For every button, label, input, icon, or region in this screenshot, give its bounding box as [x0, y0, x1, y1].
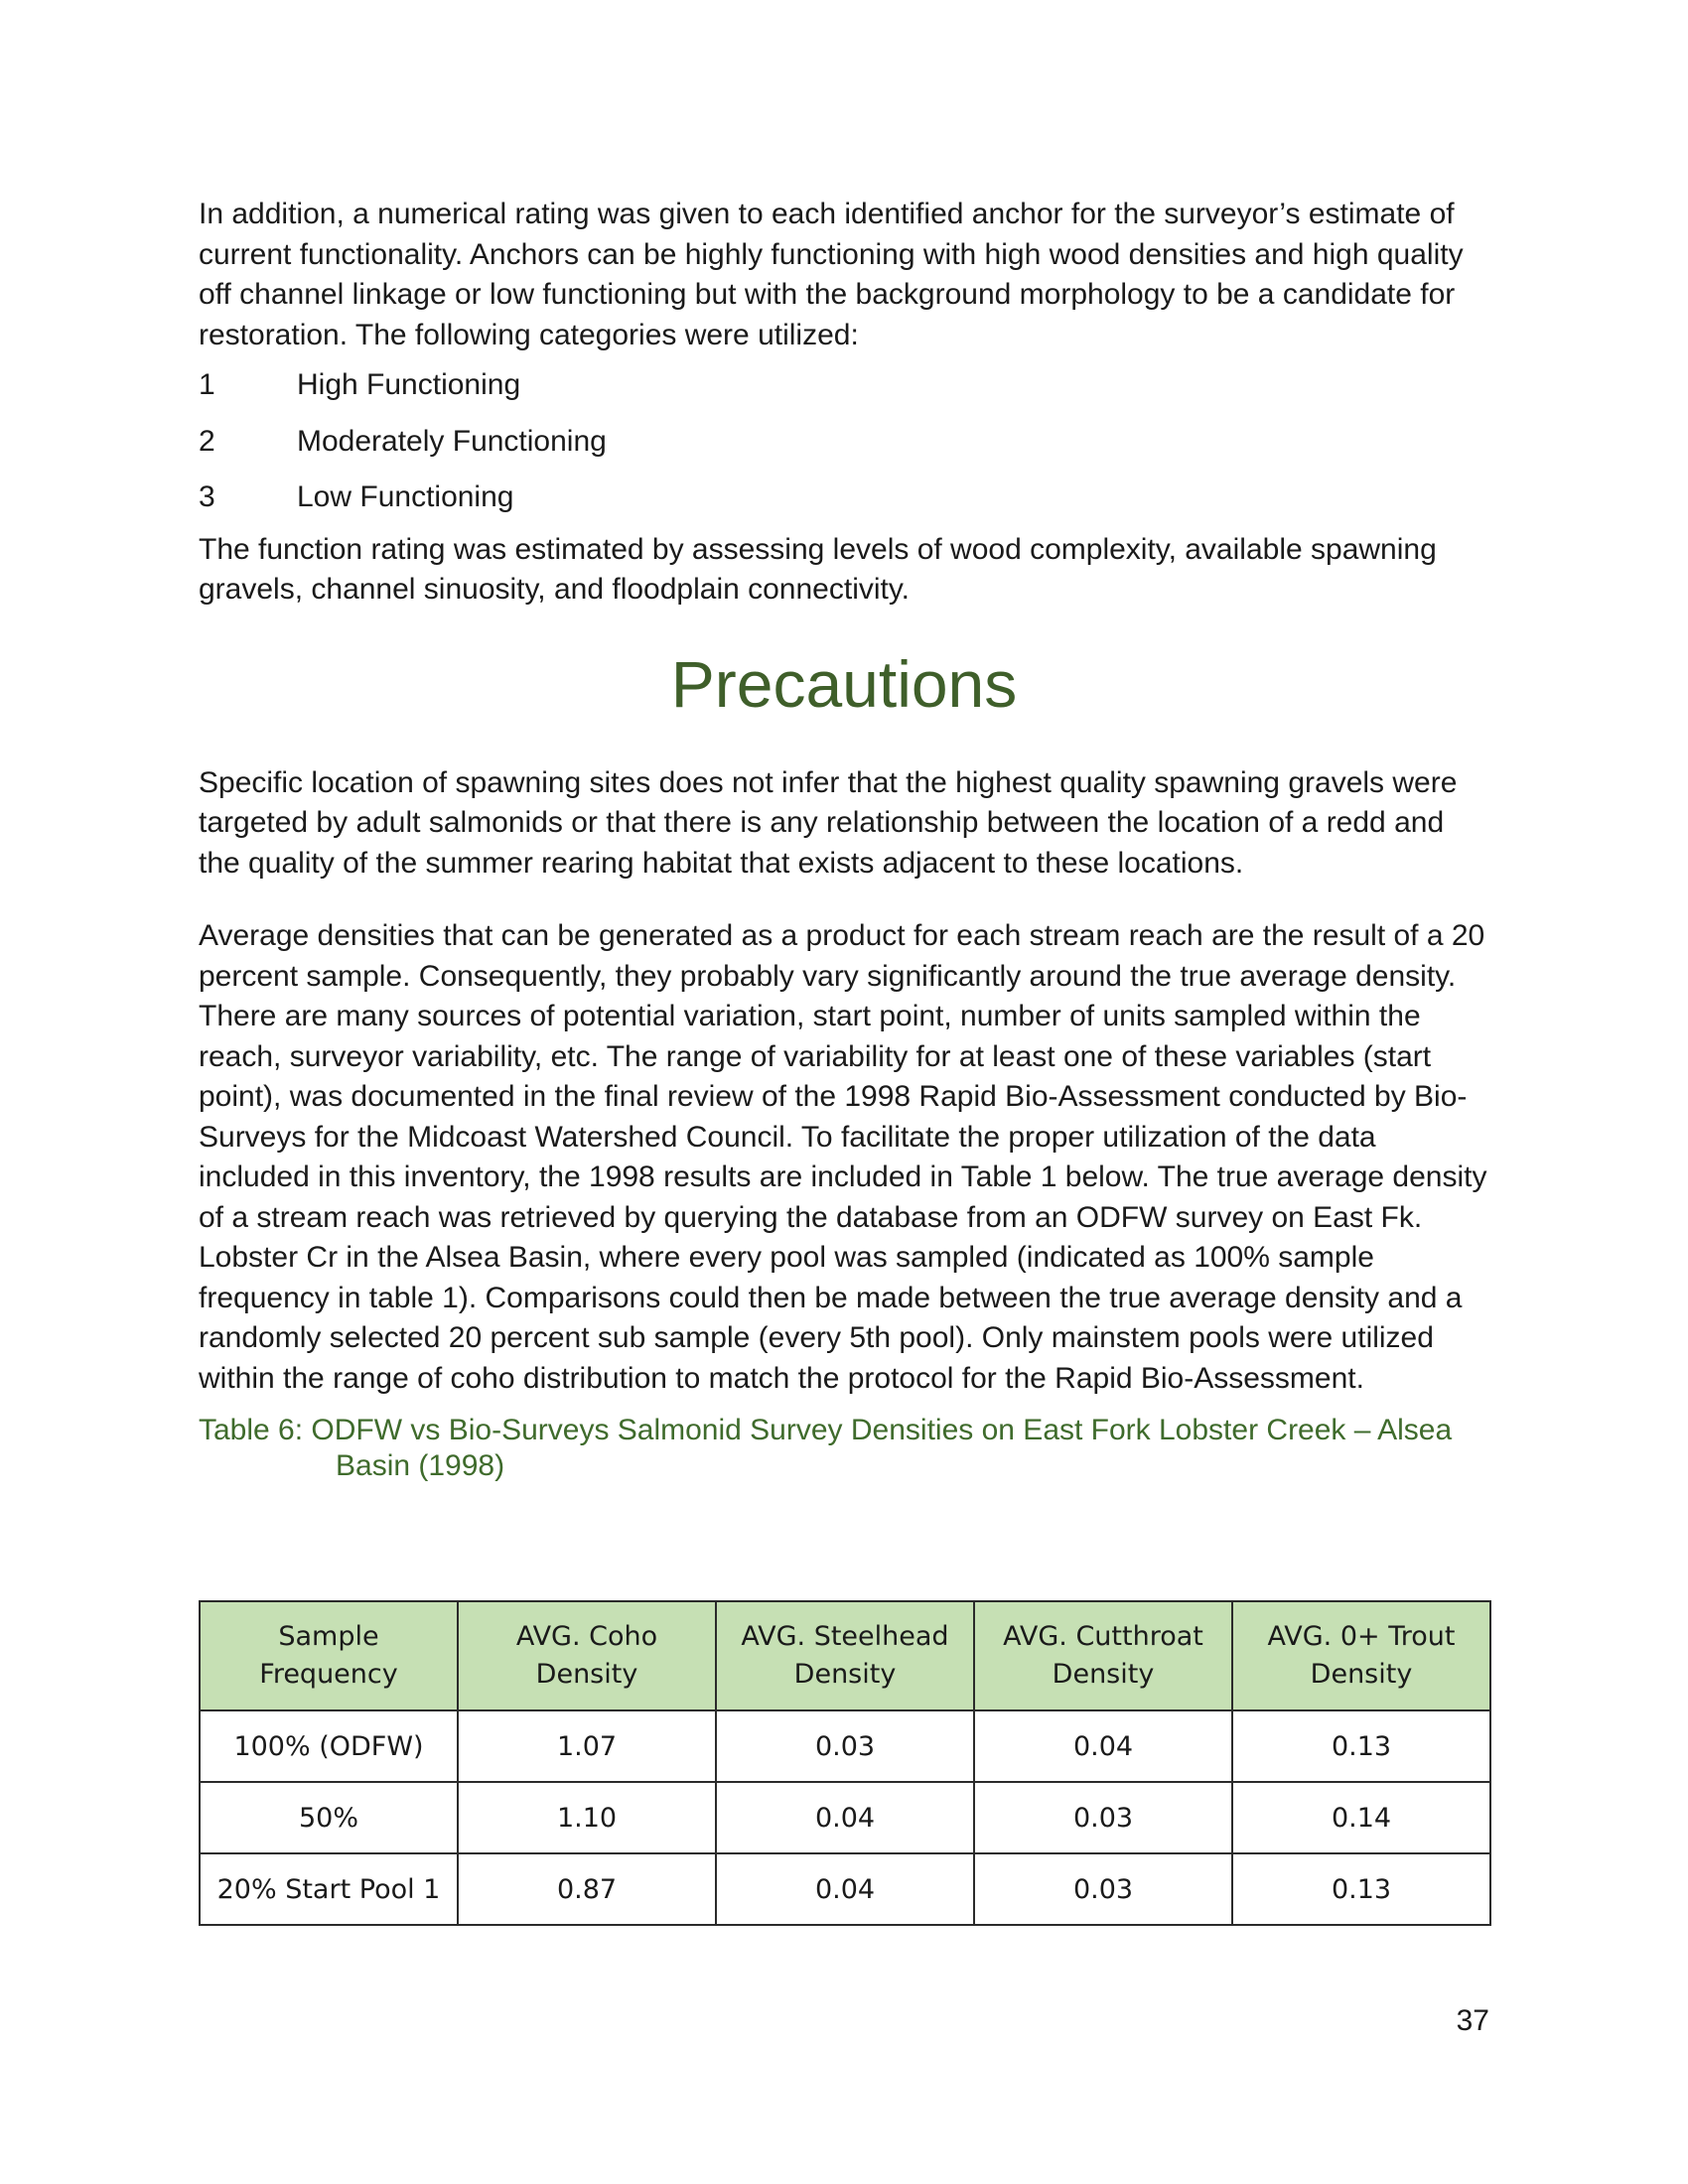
list-item: [199, 365, 1489, 406]
list-item-label: High Functioning: [297, 368, 521, 401]
list-item: [199, 478, 1489, 518]
densities-paragraph: Average densities that can be generated as a product for each stream reach are the result of a 20 percent sample. Consequently, they probably vary significantly around the true average density. There are many sources of potential variation, start point, number of units sampled within the reach, surveyor variability, etc. The range of variability for at least one of these variables (start point), was documented in the final review of the 1998 Rapid Bio-Assessment conducted by Bio-Surveys for the Midcoast Watershed Council. To facilitate the proper utilization of the data included in this inventory, the 1998 results are included in Table 1 below. The true average density of a stream reach was retrieved by querying the database from an ODFW survey on East Fk. Lobster Cr in the Alsea Basin, where every pool was sampled (indicated as 100% sample frequency in table 1). Comparisons could then be made between the true average density and a randomly selected 20 percent sub sample (every 5th pool). Only mainstem pools were utilized within the range of coho distribution to match the protocol for the Rapid Bio-Assessment.: [199, 919, 1487, 1395]
table-header-cell: AVG. Coho Density: [458, 1601, 716, 1710]
list-item-number: 1: [199, 368, 215, 401]
function-rating-paragraph: The function rating was estimated by assessing levels of wood complexity, available spawning gravels, channel sinuosity, and floodplain connectivity.: [199, 532, 1437, 606]
page-body: [199, 195, 1489, 1484]
spawning-paragraph: Specific location of spawning sites does not infer that the highest quality spawning gravels were targeted by adult salmonids or that there is any relationship between the location of a redd and the quality of the summer rearing habitat that exists adjacent to these locations.: [199, 765, 1458, 880]
table-caption: Table 6: ODFW vs Bio-Surveys Salmonid Survey Densities on East Fork Lobster Creek – Alsea Basin (1998): [199, 1414, 1453, 1482]
table-row: [200, 1853, 1490, 1925]
intro-paragraph: In addition, a numerical rating was given to each identified anchor for the surveyor’s estimate of current functionality. Anchors can be highly functioning with high wood densities and high quality off channel linkage or low functioning but with the background morphology to be a candidate for restoration. The following categories were utilized:: [199, 198, 1464, 351]
table-cell: 0.13: [1232, 1710, 1490, 1782]
section-heading: Precautions: [670, 646, 1018, 721]
table-cell: 100% (ODFW): [200, 1710, 458, 1782]
list-item-number: 3: [199, 480, 215, 513]
list-item-number: 2: [199, 424, 215, 458]
table-cell: 0.03: [974, 1853, 1232, 1925]
table-cell: 50%: [200, 1782, 458, 1853]
table-header-cell: AVG. Cutthroat Density: [974, 1601, 1232, 1710]
table-header-cell: AVG. 0+ Trout Density: [1232, 1601, 1490, 1710]
table-cell: 0.03: [716, 1710, 974, 1782]
table-row: [200, 1710, 1490, 1782]
table-cell: 0.03: [974, 1782, 1232, 1853]
table-cell: 1.10: [458, 1782, 716, 1853]
table-cell: 20% Start Pool 1: [200, 1853, 458, 1925]
density-comparison-table: [199, 1600, 1491, 1926]
table-cell: 0.04: [974, 1710, 1232, 1782]
table-header-cell: Sample Frequency: [200, 1601, 458, 1710]
table-cell: 0.14: [1232, 1782, 1490, 1853]
functionality-category-list: [199, 365, 1489, 518]
table-cell: 0.04: [716, 1853, 974, 1925]
table-cell: 1.07: [458, 1710, 716, 1782]
list-item-label: Low Functioning: [297, 480, 514, 513]
table-row: [200, 1782, 1490, 1853]
table-cell: 0.13: [1232, 1853, 1490, 1925]
table-header-cell: AVG. Steelhead Density: [716, 1601, 974, 1710]
table-cell: 0.04: [716, 1782, 974, 1853]
table-header-row: [200, 1601, 1490, 1710]
list-item: [199, 422, 1489, 463]
table-cell: 0.87: [458, 1853, 716, 1925]
page-number: 37: [1456, 2004, 1489, 2037]
list-item-label: Moderately Functioning: [297, 424, 607, 458]
